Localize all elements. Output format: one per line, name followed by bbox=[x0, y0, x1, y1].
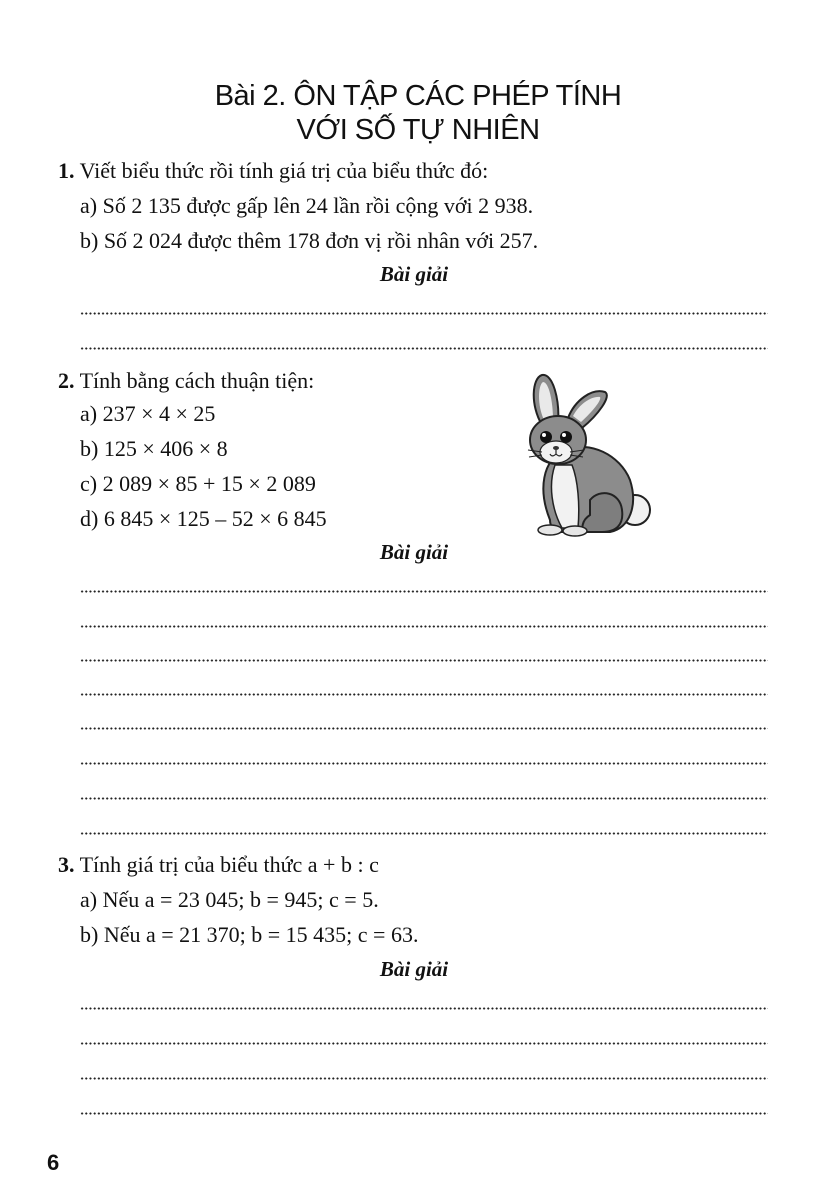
exercise-1-prompt bbox=[58, 158, 488, 184]
lesson-subtitle: VỚI SỐ TỰ NHIÊN bbox=[296, 114, 540, 146]
answer-line[interactable] bbox=[80, 347, 768, 350]
answer-line[interactable] bbox=[80, 727, 768, 730]
exercise-1-text: Viết biểu thức rồi tính giá trị của biểu thức đó: bbox=[79, 158, 489, 183]
exercise-2-item-b: b) 125 × 406 × 8 bbox=[80, 436, 228, 461]
rabbit-illustration bbox=[520, 370, 660, 540]
answer-line[interactable] bbox=[80, 797, 768, 800]
rabbit-paw bbox=[538, 525, 562, 535]
answer-line[interactable] bbox=[80, 762, 768, 765]
answer-line[interactable] bbox=[80, 1077, 768, 1080]
exercise-3-solution-heading: Bài giải bbox=[379, 957, 449, 981]
exercise-1-item-a: a) Số 2 135 được gấp lên 24 lần rồi cộng với 2 938. bbox=[80, 193, 534, 218]
rabbit-paw bbox=[563, 526, 587, 536]
exercise-1-solution-heading: Bài giải bbox=[379, 262, 449, 286]
answer-line[interactable] bbox=[80, 693, 768, 696]
answer-line[interactable] bbox=[80, 312, 768, 315]
answer-line[interactable] bbox=[80, 590, 768, 593]
exercise-2-text: Tính bằng cách thuận tiện: bbox=[79, 368, 315, 393]
exercise-2-number: 2. bbox=[58, 368, 75, 393]
exercise-3-text: Tính giá trị của biểu thức a + b : c bbox=[79, 852, 379, 877]
answer-line[interactable] bbox=[80, 1042, 768, 1045]
lesson-title: Bài 2. ÔN TẬP CÁC PHÉP TÍNH bbox=[214, 80, 622, 112]
exercise-3-item-b: b) Nếu a = 21 370; b = 15 435; c = 63. bbox=[80, 922, 419, 947]
exercise-2-item-c: c) 2 089 × 85 + 15 × 2 089 bbox=[80, 471, 316, 496]
exercise-2-item-d: d) 6 845 × 125 – 52 × 6 845 bbox=[80, 506, 327, 531]
exercise-3-prompt bbox=[58, 852, 379, 878]
page-number: 6 bbox=[47, 1150, 60, 1175]
exercise-1-item-b: b) Số 2 024 được thêm 178 đơn vị rồi nhân với 257. bbox=[80, 228, 539, 253]
answer-line[interactable] bbox=[80, 625, 768, 628]
exercise-2-item-a: a) 237 × 4 × 25 bbox=[80, 401, 216, 426]
exercise-1-number: 1. bbox=[58, 158, 75, 183]
exercise-2-solution-heading: Bài giải bbox=[379, 540, 449, 564]
exercise-3-number: 3. bbox=[58, 852, 75, 877]
rabbit-eye bbox=[560, 431, 572, 443]
rabbit-nose bbox=[553, 446, 559, 450]
answer-line[interactable] bbox=[80, 832, 768, 835]
answer-line[interactable] bbox=[80, 1007, 768, 1010]
answer-line[interactable] bbox=[80, 659, 768, 662]
exercise-2-prompt bbox=[58, 368, 314, 394]
rabbit-eye bbox=[540, 431, 552, 443]
exercise-3-item-a: a) Nếu a = 23 045; b = 945; c = 5. bbox=[80, 887, 379, 912]
answer-line[interactable] bbox=[80, 1112, 768, 1115]
